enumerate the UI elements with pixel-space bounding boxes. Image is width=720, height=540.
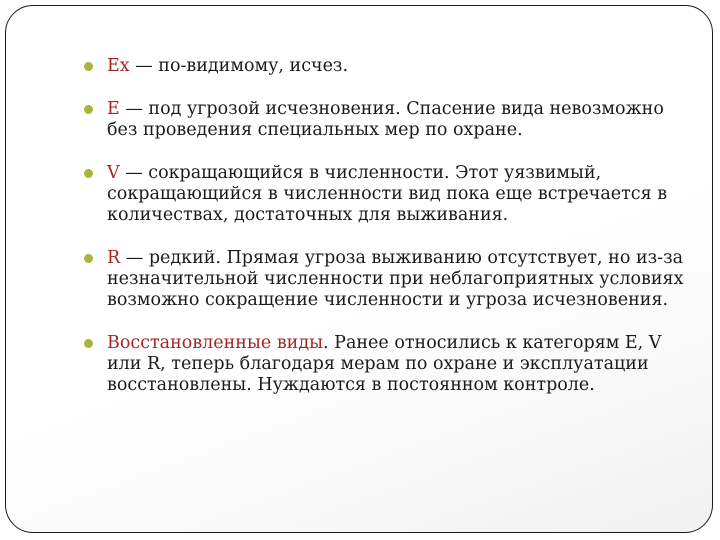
list-item-e (84, 99, 694, 141)
bullet-icon (84, 62, 93, 71)
category-description: — сокращающийся в численности. Этот уязвимый, сокращающийся в численности вид пока еще встречается в количествах, достаточных для выживания. (107, 163, 668, 225)
list-item-v (84, 163, 694, 226)
list-item-ex (84, 56, 694, 77)
bullet-icon (84, 339, 93, 348)
category-description: — под угрозой исчезновения. Спасение вида невозможно без проведения специальных мер по охране. (107, 99, 664, 140)
category-description: — редкий. Прямая угроза выживанию отсутствует, но из-за незначительной численности при неблагоприятных условиях возможно сокращение численности и угроза исчезновения. (107, 248, 684, 310)
category-term: V (107, 163, 120, 183)
bullet-icon (84, 254, 93, 263)
category-term: E (107, 99, 120, 119)
category-list (84, 56, 694, 418)
category-description: — по-видимому, исчез. (129, 56, 349, 76)
category-description: . Ранее относились к категорям E, V или R, теперь благодаря мерам по охране и эксплуатации восстановлены. Нуждаются в постоянном контроле. (107, 333, 662, 395)
category-term: Восстановленные виды (107, 333, 324, 353)
category-term: R (107, 248, 121, 268)
list-item-r (84, 248, 694, 311)
bullet-icon (84, 105, 93, 114)
list-item-restored (84, 333, 694, 396)
slide (5, 5, 713, 533)
bullet-icon (84, 169, 93, 178)
category-term: Ex (107, 56, 130, 76)
